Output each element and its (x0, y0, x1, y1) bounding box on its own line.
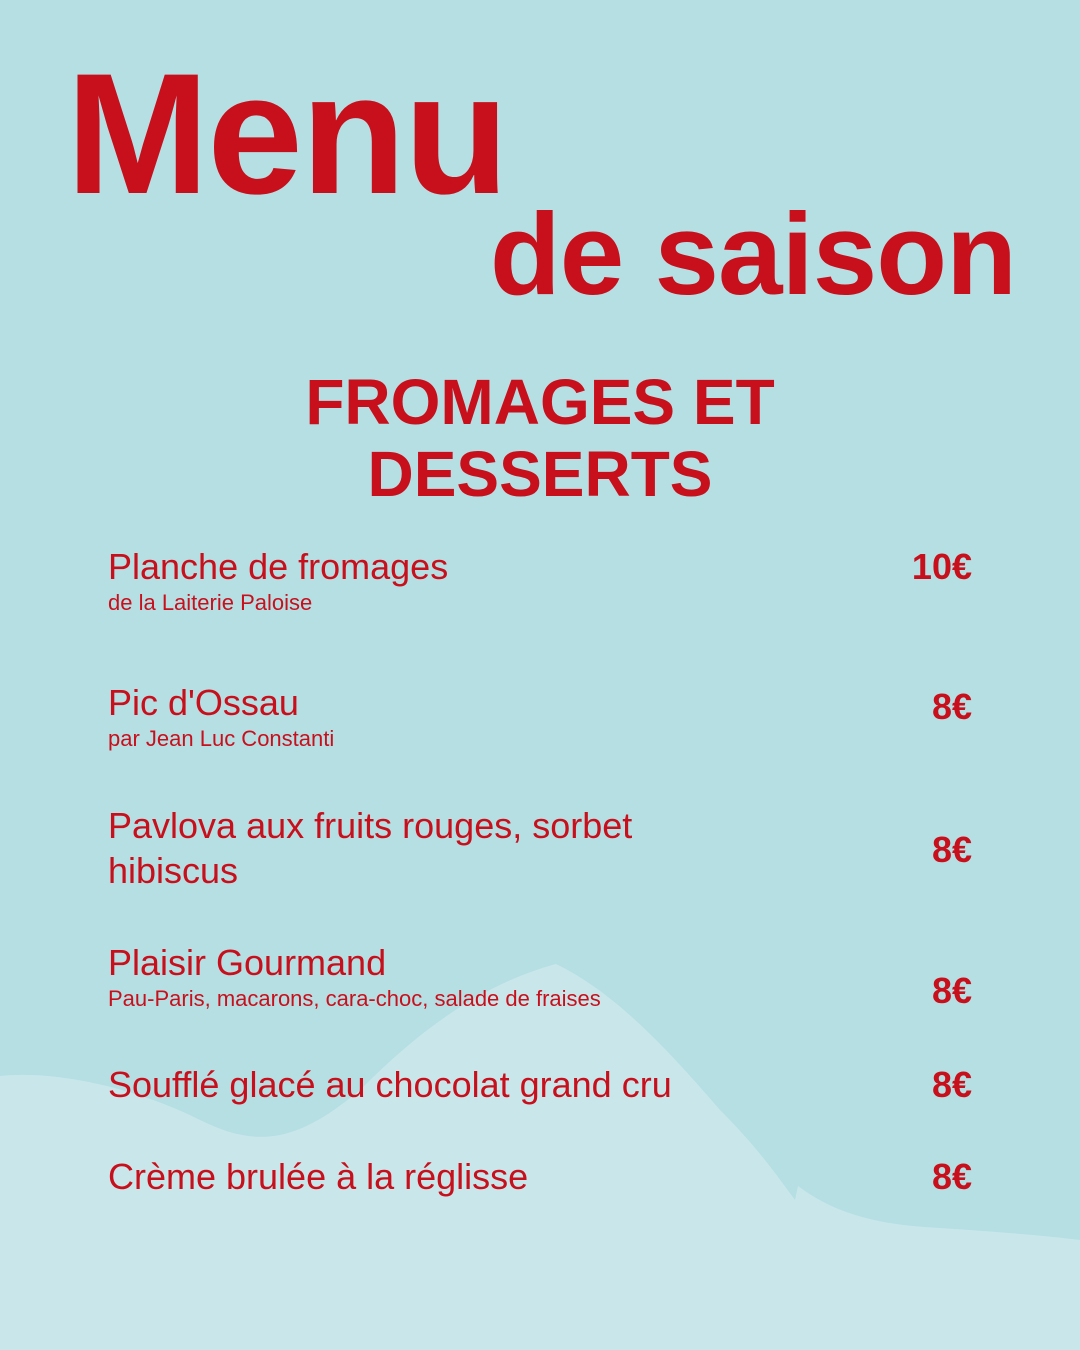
item-price: 8€ (931, 970, 972, 1011)
item-name: Planche de fromages (108, 546, 449, 587)
menu-item-souffle-glace (108, 1062, 972, 1107)
menu-item-planche-de-fromages (108, 544, 972, 617)
menu-item-plaisir-gourmand (108, 940, 972, 1013)
menu-item-pic-dossau (108, 680, 972, 753)
item-price: 8€ (931, 1064, 972, 1105)
menu-subtitle: de saison (489, 189, 1016, 319)
section-title-line-1: FROMAGES ET (305, 366, 775, 438)
menu-item-pavlova (108, 803, 972, 893)
menu-title: Menu (66, 38, 508, 230)
item-name: Crème brulée à la réglisse (108, 1156, 529, 1197)
item-price: 10€ (911, 546, 972, 587)
item-price: 8€ (931, 829, 972, 870)
item-description: par Jean Luc Constanti (108, 726, 335, 751)
item-price: 8€ (931, 686, 972, 727)
section-title-line-2: DESSERTS (367, 438, 713, 510)
item-name: Soufflé glacé au chocolat grand cru (108, 1064, 672, 1105)
menu-item-creme-brulee (108, 1154, 972, 1199)
item-description: de la Laiterie Paloise (108, 590, 313, 615)
item-name: Pavlova aux fruits rouges, sorbet hibiscus (108, 805, 633, 891)
item-price: 8€ (931, 1156, 972, 1197)
item-name: Pic d'Ossau (108, 682, 299, 723)
item-description: Pau-Paris, macarons, cara-choc, salade de fraises (108, 986, 601, 1011)
item-name: Plaisir Gourmand (108, 942, 387, 983)
section-title (0, 366, 1080, 510)
